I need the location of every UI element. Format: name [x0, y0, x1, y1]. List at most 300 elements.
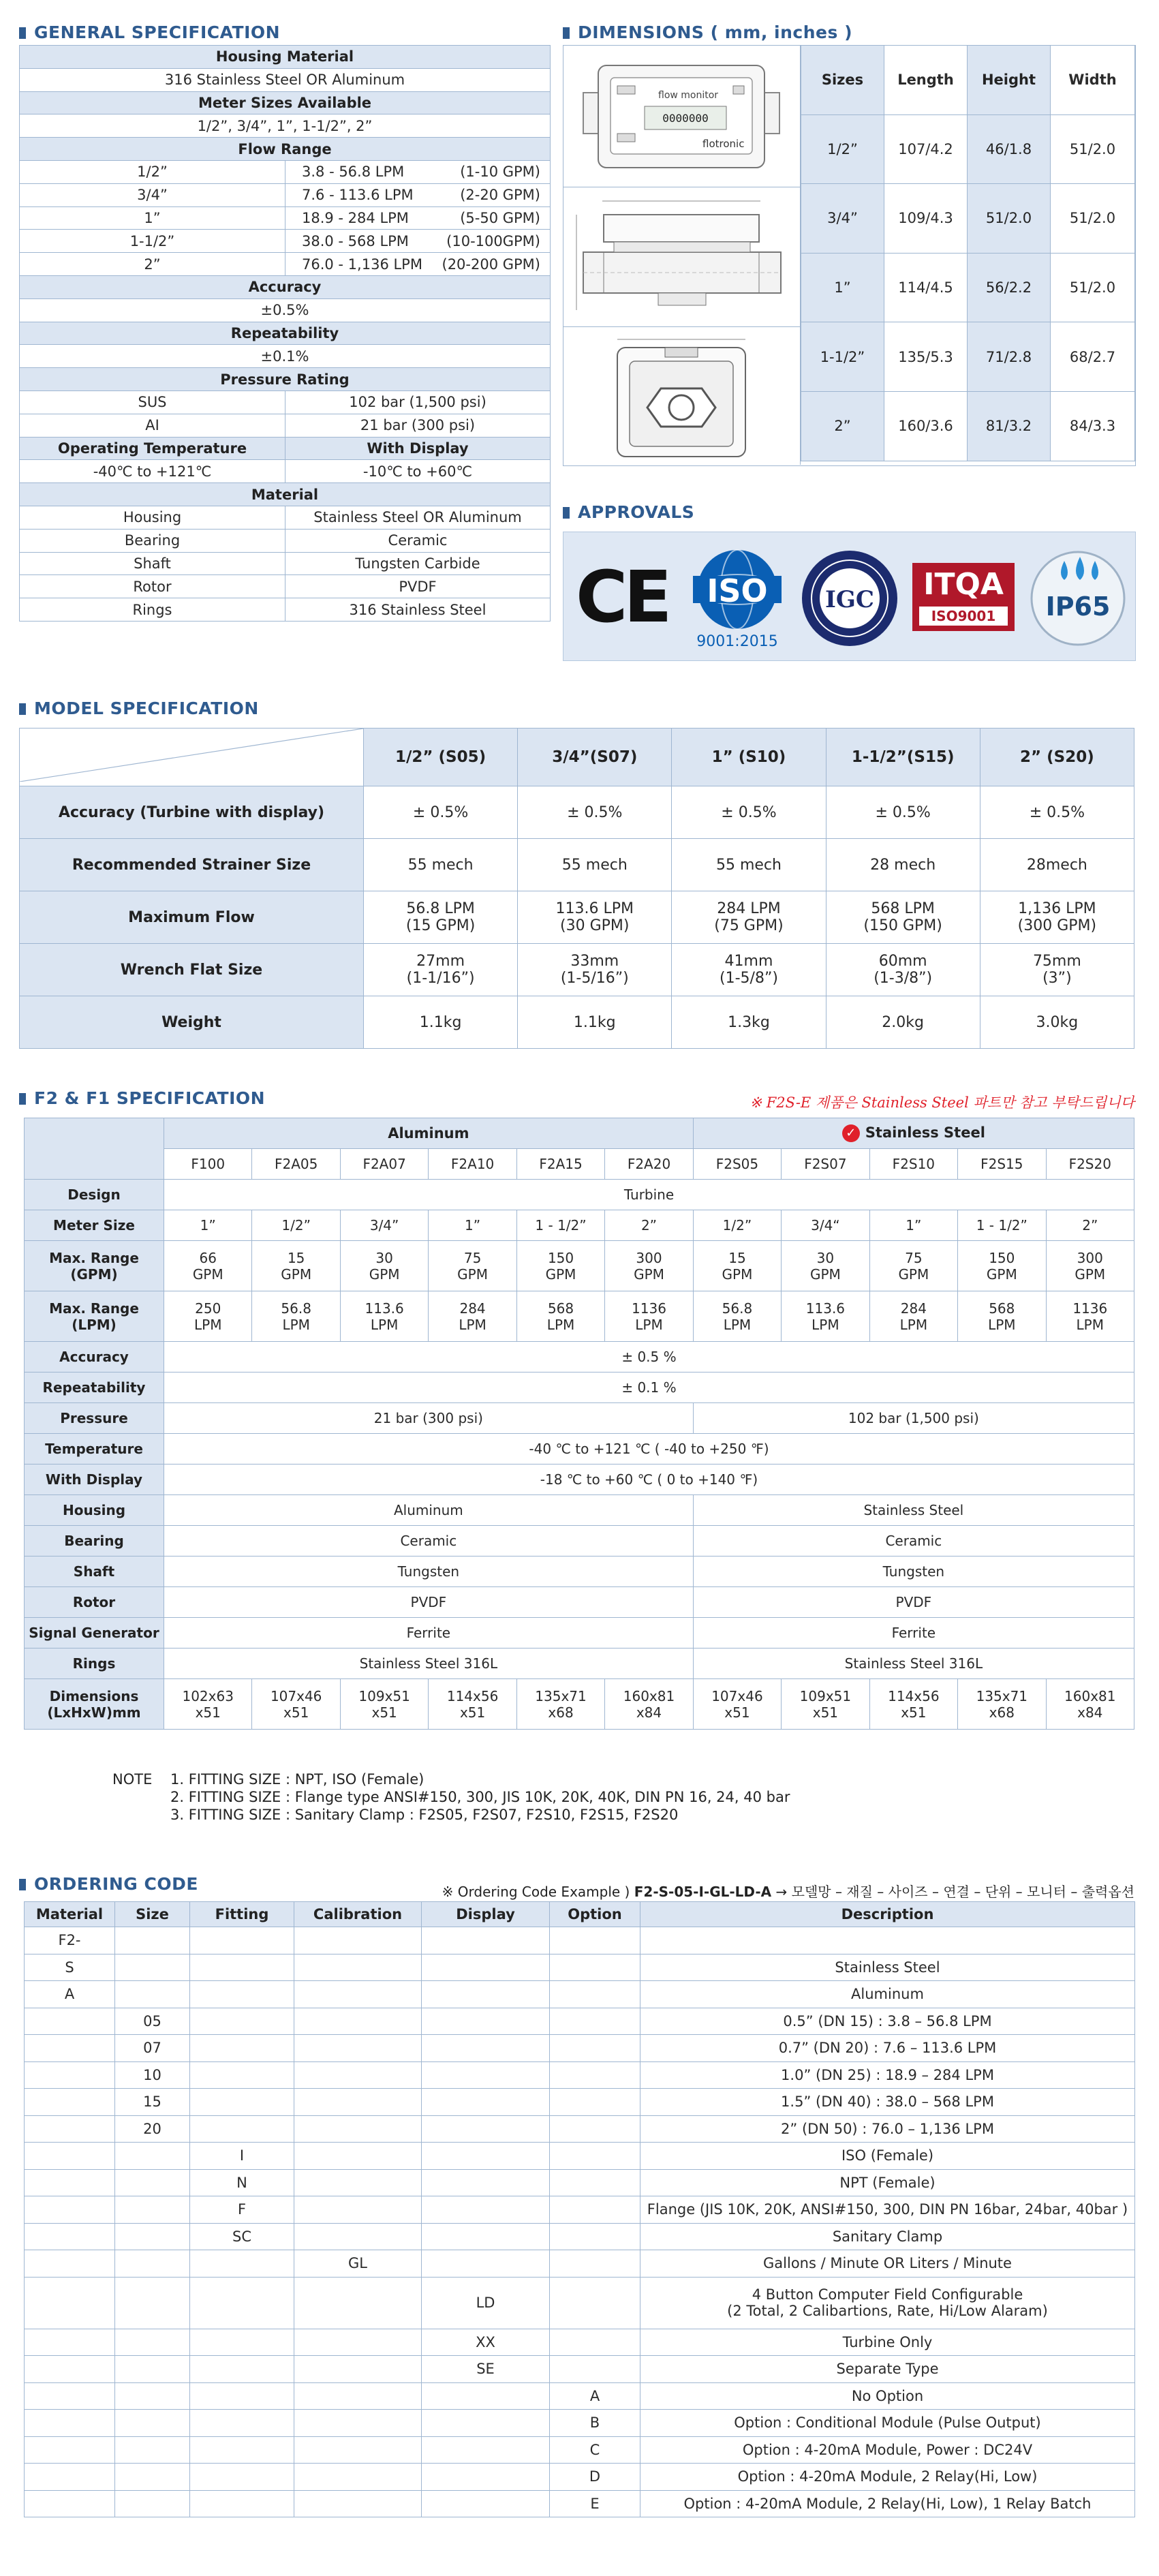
cell-line: GPM [1075, 1266, 1106, 1283]
ordering-empty [25, 2223, 115, 2250]
f2-row [25, 1465, 1134, 1495]
cell-line: x51 [724, 1704, 750, 1721]
ordering-code: S [25, 1954, 115, 1981]
ordering-desc [640, 2490, 1135, 2517]
ordering-code: 15 [115, 2089, 190, 2116]
ordering-empty [294, 2196, 422, 2224]
f2-row-label: Housing [25, 1495, 164, 1526]
f2-cell: 3/4” [340, 1210, 428, 1241]
flow-size: 3/4” [20, 183, 285, 206]
f2-cell [340, 1291, 428, 1342]
flow-lpm: 76.0 - 1,136 LPM [302, 256, 422, 273]
cell-line: (1-5/16”) [560, 970, 629, 987]
cell-line: x68 [989, 1704, 1015, 1721]
f2-cell [782, 1679, 869, 1730]
f2-cell: Ceramic [164, 1526, 694, 1557]
ordering-empty [422, 2089, 550, 2116]
dim-cell: 135/5.3 [884, 322, 968, 392]
ordering-empty [422, 2223, 550, 2250]
iso-text: ISO [707, 572, 768, 609]
cell-line: 75 [463, 1249, 482, 1266]
dimensions-title-text: DIMENSIONS ( mm, inches ) [578, 22, 853, 42]
flow-size: 2” [20, 253, 285, 276]
f2-cell: 102 bar (1,500 psi) [693, 1403, 1134, 1434]
f2-cell [252, 1291, 340, 1342]
f2-model-header: F2S20 [1046, 1149, 1134, 1180]
model-cell [518, 786, 672, 839]
ordering-empty [422, 2250, 550, 2278]
ordering-empty [190, 2089, 294, 2116]
f2-cell: Aluminum [164, 1495, 694, 1526]
flow-size: 1-1/2” [20, 230, 285, 253]
ordering-empty [422, 2061, 550, 2089]
ordering-desc [640, 2464, 1135, 2491]
cell-line: LPM [370, 1316, 399, 1333]
ordering-row [25, 1981, 1135, 2008]
dim-cell: 71/2.8 [968, 322, 1051, 392]
ordering-desc [640, 2089, 1135, 2116]
general-spec-title [19, 22, 280, 42]
f2-cell: 2” [605, 1210, 693, 1241]
ordering-empty [115, 2464, 190, 2491]
cell-line: 30 [816, 1249, 835, 1266]
cell-line: LPM [899, 1316, 928, 1333]
model-spec-title-text: MODEL SPECIFICATION [34, 699, 259, 718]
model-corner-cell [20, 729, 364, 786]
ordering-col-header: Material [25, 1902, 115, 1927]
ordering-empty [25, 2115, 115, 2143]
cell-line: 284 [459, 1300, 486, 1317]
f2-row-label: Temperature [25, 1434, 164, 1465]
housing-material-label: Housing Material [20, 46, 551, 69]
ordering-row [25, 2089, 1135, 2116]
ordering-empty [550, 1927, 640, 1954]
group-aluminum: Aluminum [164, 1118, 694, 1149]
material-label: Material [20, 483, 551, 506]
f2-row-label: Design [25, 1180, 164, 1210]
dim-cell: 56/2.2 [968, 253, 1051, 322]
desc-line: Option : 4-20mA Module, 2 Relay(Hi, Low), 1 Relay Batch [683, 2495, 1092, 2512]
ordering-empty [550, 2115, 640, 2143]
f2-cell: 2” [1046, 1210, 1134, 1241]
model-cell [672, 839, 826, 891]
example-suffix: → 모델망 – 재질 – 사이즈 – 연결 – 단위 – 모니터 – 출력옵션 [771, 1884, 1134, 1900]
ordering-empty [550, 2196, 640, 2224]
flow-row [20, 230, 551, 253]
ordering-empty [190, 2410, 294, 2437]
dim-cell: 1/2” [801, 114, 884, 184]
ordering-empty [294, 2490, 422, 2517]
with-display-value: -10℃ to +60℃ [285, 460, 551, 483]
ordering-empty [115, 1927, 190, 1954]
f2-row [25, 1403, 1134, 1434]
cell-line: 75mm [1032, 953, 1081, 970]
f2-cell [252, 1241, 340, 1291]
ordering-row [25, 2329, 1135, 2356]
ordering-empty [115, 2196, 190, 2224]
ordering-col-header: Calibration [294, 1902, 422, 1927]
f2-cell [340, 1679, 428, 1730]
model-col-header: 3/4”(S07) [518, 729, 672, 786]
model-col-header: 1/2” (S05) [364, 729, 518, 786]
ordering-empty [115, 2490, 190, 2517]
dim-cell: 51/2.0 [968, 184, 1051, 254]
cell-line: 1136 [632, 1300, 666, 1317]
cell-line: 55 mech [715, 856, 782, 874]
f2-model-header: F2S10 [869, 1149, 957, 1180]
ordering-empty [25, 2277, 115, 2329]
f2-cell: 3/4“ [782, 1210, 869, 1241]
model-spec-table [19, 728, 1134, 1049]
f2-spec-title [19, 1088, 265, 1108]
f2-cell: Tungsten [693, 1557, 1134, 1587]
model-row [20, 996, 1134, 1049]
ordering-empty [550, 2356, 640, 2383]
cell-line: 284 [900, 1300, 927, 1317]
device-end-image [563, 327, 801, 465]
cell-line: 56.8 [722, 1300, 753, 1317]
f2-row-label [25, 1679, 164, 1730]
flow-gpm: (1-10 GPM) [460, 164, 540, 181]
f2-cell [164, 1291, 252, 1342]
ordering-code: D [550, 2464, 640, 2491]
ordering-empty [294, 2410, 422, 2437]
f2-cell: ± 0.1 % [164, 1373, 1134, 1403]
ordering-code: C [550, 2436, 640, 2464]
f2-cell: ± 0.5 % [164, 1342, 1134, 1373]
f2-cell: Stainless Steel 316L [164, 1649, 694, 1679]
ordering-empty [190, 2250, 294, 2278]
model-row [20, 891, 1134, 944]
f2-row [25, 1210, 1134, 1241]
dim-cell: 3/4” [801, 184, 884, 254]
flow-size: 1” [20, 206, 285, 230]
desc-line: 1.5” (DN 40) : 38.0 – 568 LPM [781, 2094, 994, 2111]
cell-line: 135x71 [535, 1687, 587, 1704]
f2-cell [605, 1291, 693, 1342]
ordering-empty [25, 2143, 115, 2170]
f2-model-header: F2S07 [782, 1149, 869, 1180]
f2-cell: Ferrite [164, 1618, 694, 1649]
ordering-empty [550, 2035, 640, 2062]
ordering-empty [115, 2436, 190, 2464]
cell-line: 55 mech [407, 856, 474, 874]
dim-header: Length [884, 46, 968, 115]
ordering-empty [294, 2143, 422, 2170]
ordering-code: I [190, 2143, 294, 2170]
ordering-row [25, 2196, 1135, 2224]
ordering-title [19, 1874, 198, 1894]
ordering-empty [190, 2035, 294, 2062]
cell-line: 113.6 LPM [555, 900, 634, 917]
ordering-empty [25, 2061, 115, 2089]
f2-row-label: With Display [25, 1465, 164, 1495]
dim-cell: 51/2.0 [1051, 253, 1135, 322]
iso-logo [686, 547, 788, 649]
f2-cell [516, 1679, 604, 1730]
f2-row [25, 1495, 1134, 1526]
flow-lpm: 38.0 - 568 LPM [302, 232, 409, 249]
ordering-empty [115, 2329, 190, 2356]
f2-cell: Ceramic [693, 1526, 1134, 1557]
f2-row-label: Rings [25, 1649, 164, 1679]
cell-line: 1,136 LPM [1018, 900, 1096, 917]
model-cell [518, 944, 672, 996]
approvals-title-text: APPROVALS [578, 502, 695, 522]
ordering-empty [190, 2008, 294, 2035]
ordering-row [25, 2169, 1135, 2196]
material-key: Bearing [20, 529, 285, 552]
cell-line: LPM [812, 1316, 839, 1333]
ordering-empty [422, 1981, 550, 2008]
ordering-empty [190, 2329, 294, 2356]
pressure-value: 21 bar (300 psi) [285, 414, 551, 437]
model-row-label: Accuracy (Turbine with display) [20, 786, 364, 839]
ordering-col-header: Display [422, 1902, 550, 1927]
f2-cell [869, 1291, 957, 1342]
cell-line: 150 [989, 1249, 1015, 1266]
ordering-empty [115, 2356, 190, 2383]
ordering-empty [25, 2008, 115, 2035]
material-key: Rings [20, 598, 285, 622]
f2-cell [1046, 1241, 1134, 1291]
material-value: Stainless Steel OR Aluminum [285, 506, 551, 529]
ordering-empty [422, 2035, 550, 2062]
material-value: Tungsten Carbide [285, 552, 551, 575]
cell-line: (1-3/8”) [874, 970, 933, 987]
ordering-example [442, 1881, 1134, 1901]
ordering-empty [550, 2250, 640, 2278]
general-spec-table [19, 45, 551, 622]
desc-line: Option : 4-20mA Module, 2 Relay(Hi, Low) [737, 2468, 1038, 2485]
ordering-empty [422, 2196, 550, 2224]
material-value: 316 Stainless Steel [285, 598, 551, 622]
cell-line: 568 [547, 1300, 574, 1317]
cell-line: x51 [195, 1704, 221, 1721]
dim-header: Sizes [801, 46, 884, 115]
ordering-desc [640, 2115, 1135, 2143]
ordering-empty [190, 2356, 294, 2383]
model-cell [672, 996, 826, 1049]
ordering-empty [25, 2089, 115, 2116]
ordering-empty [550, 2329, 640, 2356]
model-cell [980, 786, 1134, 839]
f2-cell [1046, 1679, 1134, 1730]
cell-line: GPM [722, 1266, 753, 1283]
desc-line: Separate Type [836, 2361, 939, 2378]
desc-line: 2” (DN 50) : 76.0 – 1,136 LPM [781, 2120, 994, 2137]
f2-cell [782, 1241, 869, 1291]
cell-line: 107x46 [270, 1687, 322, 1704]
model-col-header: 2” (S20) [980, 729, 1134, 786]
ordering-empty [190, 1981, 294, 2008]
ordering-code: B [550, 2410, 640, 2437]
cell-line: ± 0.5% [567, 803, 623, 821]
cell-line: 284 LPM [717, 900, 781, 917]
flow-gpm: (20-200 GPM) [442, 256, 540, 273]
f2-cell [869, 1679, 957, 1730]
desc-line: Sanitary Clamp [832, 2228, 943, 2245]
ordering-empty [294, 2464, 422, 2491]
desc-line: NPT (Female) [839, 2174, 936, 2191]
material-key: Shaft [20, 552, 285, 575]
ordering-empty [25, 2436, 115, 2464]
model-cell [672, 891, 826, 944]
cell-line: (150 GPM) [863, 917, 942, 934]
ordering-row [25, 2143, 1135, 2170]
f2-cell [340, 1241, 428, 1291]
cell-line: (3”) [1042, 970, 1072, 987]
flow-gpm: (2-20 GPM) [460, 187, 540, 204]
f2-cell [782, 1291, 869, 1342]
meter-sizes-label: Meter Sizes Available [20, 91, 551, 114]
cell-line: 135x71 [976, 1687, 1028, 1704]
ordering-empty [294, 2115, 422, 2143]
dim-cell: 1-1/2” [801, 322, 884, 392]
desc-line: No Option [851, 2387, 924, 2404]
cell-line: 56.8 LPM [406, 900, 475, 917]
cell-line: 114x56 [446, 1687, 499, 1704]
ordering-empty [550, 1954, 640, 1981]
desc-line: Option : 4-20mA Module, Power : DC24V [742, 2441, 1033, 2458]
dimensions-table [801, 45, 1135, 461]
dimensions-title [563, 22, 852, 42]
dim-header: Height [968, 46, 1051, 115]
cell-line: (1-1/16”) [406, 970, 475, 987]
model-row-label: Wrench Flat Size [20, 944, 364, 996]
desc-line: Aluminum [851, 1986, 924, 2003]
ordering-empty [422, 2436, 550, 2464]
ordering-empty [422, 2464, 550, 2491]
flow-row [20, 183, 551, 206]
ordering-desc [640, 2410, 1135, 2437]
f2-cell: PVDF [164, 1587, 694, 1618]
flow-gpm: (10-100GPM) [446, 232, 540, 249]
f2-cell: Turbine [164, 1180, 1134, 1210]
ordering-col-header: Fitting [190, 1902, 294, 1927]
model-cell [826, 996, 980, 1049]
ordering-empty [550, 2143, 640, 2170]
ordering-empty [422, 2169, 550, 2196]
f2-row [25, 1557, 1134, 1587]
device-digits: 0000000 [662, 112, 709, 125]
f2-cell [164, 1241, 252, 1291]
ordering-code: LD [422, 2277, 550, 2329]
f2-model-header: F2A20 [605, 1149, 693, 1180]
ordering-col-header: Size [115, 1902, 190, 1927]
cell-line: 3.0kg [1036, 1013, 1079, 1031]
f2-spec-title-text: F2 & F1 SPECIFICATION [34, 1088, 266, 1108]
ordering-code: 05 [115, 2008, 190, 2035]
repeatability-value: ±0.1% [20, 345, 551, 368]
f2-cell: Ferrite [693, 1618, 1134, 1649]
ordering-code: SE [422, 2356, 550, 2383]
repeatability-label: Repeatability [20, 322, 551, 345]
ordering-row [25, 2356, 1135, 2383]
ordering-desc [640, 1954, 1135, 1981]
f2-model-header: F2A07 [340, 1149, 428, 1180]
ordering-code: 07 [115, 2035, 190, 2062]
f2-cell: 1/2” [693, 1210, 781, 1241]
desc-line: Turbine Only [842, 2333, 933, 2350]
f2-row [25, 1434, 1134, 1465]
cell-line: 15 [728, 1249, 746, 1266]
ordering-empty [294, 2436, 422, 2464]
cell-line: 75 [905, 1249, 923, 1266]
cell-line: Max. Range [49, 1249, 139, 1266]
ordering-desc [640, 2382, 1135, 2410]
ordering-empty [115, 2223, 190, 2250]
flow-lpm: 18.9 - 284 LPM [302, 209, 409, 226]
cell-line: 1.3kg [728, 1013, 770, 1031]
cell-line: (30 GPM) [560, 917, 630, 934]
flow-range-cell [285, 160, 551, 183]
model-cell [364, 996, 518, 1049]
f2-model-header: F2A05 [252, 1149, 340, 1180]
note-label: NOTE [112, 1771, 153, 1788]
cell-line: Max. Range [49, 1300, 139, 1317]
ordering-code: N [190, 2169, 294, 2196]
cell-line: GPM [281, 1266, 312, 1283]
cell-line: x51 [371, 1704, 397, 1721]
cell-line: GPM [634, 1266, 664, 1283]
ordering-code: GL [294, 2250, 422, 2278]
ordering-empty [115, 2410, 190, 2437]
device-brand: flotronic [702, 138, 745, 150]
flow-range-cell [285, 183, 551, 206]
f2-cell [1046, 1291, 1134, 1342]
ordering-empty [115, 2143, 190, 2170]
group-stainless-label: Stainless Steel [865, 1124, 985, 1141]
ordering-row [25, 2410, 1135, 2437]
cell-line: 568 LPM [871, 900, 935, 917]
model-col-header: 1-1/2”(S15) [826, 729, 980, 786]
ordering-code: SC [190, 2223, 294, 2250]
cell-line: 1.1kg [573, 1013, 616, 1031]
cell-line: LPM [194, 1316, 222, 1333]
f2-cell [958, 1291, 1046, 1342]
dim-cell: 107/4.2 [884, 114, 968, 184]
f2-cell: 1/2” [252, 1210, 340, 1241]
cell-line: 28 mech [870, 856, 936, 874]
ordering-empty [422, 2115, 550, 2143]
iso-year: 9001:2015 [696, 633, 778, 649]
model-cell [980, 944, 1134, 996]
ordering-empty [115, 1981, 190, 2008]
ordering-empty [25, 2329, 115, 2356]
flow-row [20, 160, 551, 183]
ordering-empty [422, 2143, 550, 2170]
cell-line: 2.0kg [882, 1013, 924, 1031]
ordering-code: 20 [115, 2115, 190, 2143]
dim-row [801, 253, 1135, 322]
f2-row-label: Meter Size [25, 1210, 164, 1241]
accuracy-value: ±0.5% [20, 298, 551, 322]
cell-line: LPM [988, 1316, 1016, 1333]
cell-line: 568 [989, 1300, 1015, 1317]
flow-lpm: 7.6 - 113.6 LPM [302, 187, 414, 204]
model-cell [826, 891, 980, 944]
cell-line: 113.6 [365, 1300, 404, 1317]
model-cell [364, 839, 518, 891]
f2-row [25, 1618, 1134, 1649]
cell-line: (LxHxW)mm [47, 1704, 141, 1721]
ordering-row [25, 2382, 1135, 2410]
op-temp-label: Operating Temperature [20, 437, 285, 460]
f2-model-header: F2A10 [429, 1149, 516, 1180]
flow-row [20, 206, 551, 230]
dim-cell: 109/4.3 [884, 184, 968, 254]
